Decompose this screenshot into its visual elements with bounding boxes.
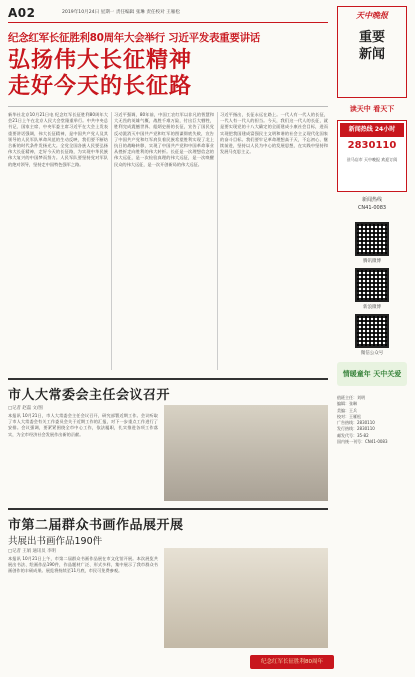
section-rule [8,508,328,510]
qr-code-icon[interactable] [355,314,389,348]
info-line1: 新闻热线 [361,197,382,203]
section-title-line1: 重要 [358,30,385,45]
story2-body: 本报讯 10月21日，市人大常委会主任会议召开，研究部署近期工作。会议听取了市人大常委会有关工作委员会关于近期工作的汇报，对下一步重点工作进行了安排。会议强调，要紧紧围绕全市中心工作，依法履职，扎实推进各项工作落实，为全市经济社会发展作出新的贡献。 [8,413,158,437]
page-number: A02 [8,6,36,20]
story-kicker: 纪念红军长征胜利80周年大会举行 习近平发表重要讲话 [8,32,260,44]
headline-rule [8,106,328,107]
hotline-number: 2830110 [347,140,397,151]
story3-body: 本报讯 10月21日上午，市第二届群众书画作品展在市文化馆开展。本次展览共展出书法、绘画作品190件，作品题材广泛、形式多样，集中展示了我市群众书画创作的丰硕成果。展览将持续至11月底，市民可免费参观。 [8,556,158,574]
exhibition-photo [164,548,328,648]
staff-credits: 值班主任：刘明 编辑：张琳 美编：王兵 校对：王雁松 广告热线：2830110 发行热线：2830110 邮发代号：35-82 国内统一刊号：CN41-0083 [337,395,388,445]
hotline-title: 新闻热线 24小时 [340,123,404,137]
footer-banner: 纪念红军长征胜利80周年 [250,655,334,669]
section-rule [8,378,328,380]
meeting-photo [164,405,328,501]
newspaper-logo: 天中晚报 [356,11,388,20]
section-title [338,29,406,63]
qr-label: 腾讯微博 [363,259,381,264]
qr-code-icon[interactable] [355,268,389,302]
qr-code-icon[interactable] [355,222,389,256]
story3-subheadline: 共展出书画作品190件 [8,536,103,547]
header-rule [8,22,328,23]
story-column-2: 习近平强调，80年前，中国工农红军以非凡的智慧和大无畏的英雄气概，战胜千难万险，付出巨大牺牲，胜利完成震撼世界、彪炳史册的长征，宣告了国民党反动派消灭中国共产党和红军的图谋彻底失败，宣告了中国共产党和红军肩负着民族希望胜利实现了北上抗日的战略转移，实现了中国共产党和中国革命事业从挫折走向胜利的伟大转折。长征是一次理想信念的伟大远征，是一次检验真理的伟大远征，是一次唤醒民众的伟大远征，是一次开创新局的伟大远征。 [114,112,214,167]
charity-slogan: 情暖童年 天中关爱 [337,362,407,386]
column-divider [111,112,112,370]
hotline-ad [337,120,407,192]
sidebar-slogan: 读天中 看天下 [349,105,395,113]
story2-byline: □记者 赵磊 文/图 [8,406,43,411]
story3-byline: □记者 王娟 通讯员 李明 [8,549,56,554]
headline-line1: 弘扬伟大长征精神 [8,48,193,73]
column-divider [217,112,218,370]
story-column-1: 新华社北京10月21日电 纪念红军长征胜利80周年大会21日上午在北京人民大会堂隆重举行。中共中央总书记、国家主席、中央军委主席习近平在大会上发表重要讲话强调，伟大长征精神，是中国共产党人及其领导的人民军队革命风范的生动反映，我们要不断结合新的时代条件发扬光大。全党全国各族人民要弘扬伟大长征精神，走好今天的长征路，为实现中华民族伟大复兴的中国梦而努力。人民军队要坚持党对军队的绝对领导，坚持走中国特色强军之路。 [8,112,108,167]
hotline-text: 驻马店市 天中晚报 欢迎订阅 [346,157,398,162]
sidebar-info [337,196,407,212]
info-line2: CN41-0083 [357,205,387,211]
section-brand [337,6,407,98]
section-title-line2: 新闻 [358,47,385,62]
story-column-3: 习近平指出，长征永远在路上。一代人有一代人的长征，一代人有一代人的担当。今天，我们这一代人的长征，就是要实现党的十八大确定的全面建成小康社会目标，进而实现把我国建成富强民主文明和谐的社会主义现代化国家的奋斗目标。我们要牢记革命理想高于天，不忘初心、继续前进，坚持以人民为中心的发展思想，在实践中坚持和发展马克思主义。 [220,112,328,155]
issue-meta: 2019年10月24日 星期一 责任编辑 张琳 责任校对 王雁松 [62,10,180,15]
qr-label: 新浪微博 [363,305,381,310]
story3-headline: 市第二届群众书画作品展开展 [8,518,184,533]
headline-line2: 走好今天的长征路 [8,74,193,99]
qr-label: 微信公众号 [360,351,384,356]
story2-headline: 市人大常委会主任会议召开 [8,388,171,403]
